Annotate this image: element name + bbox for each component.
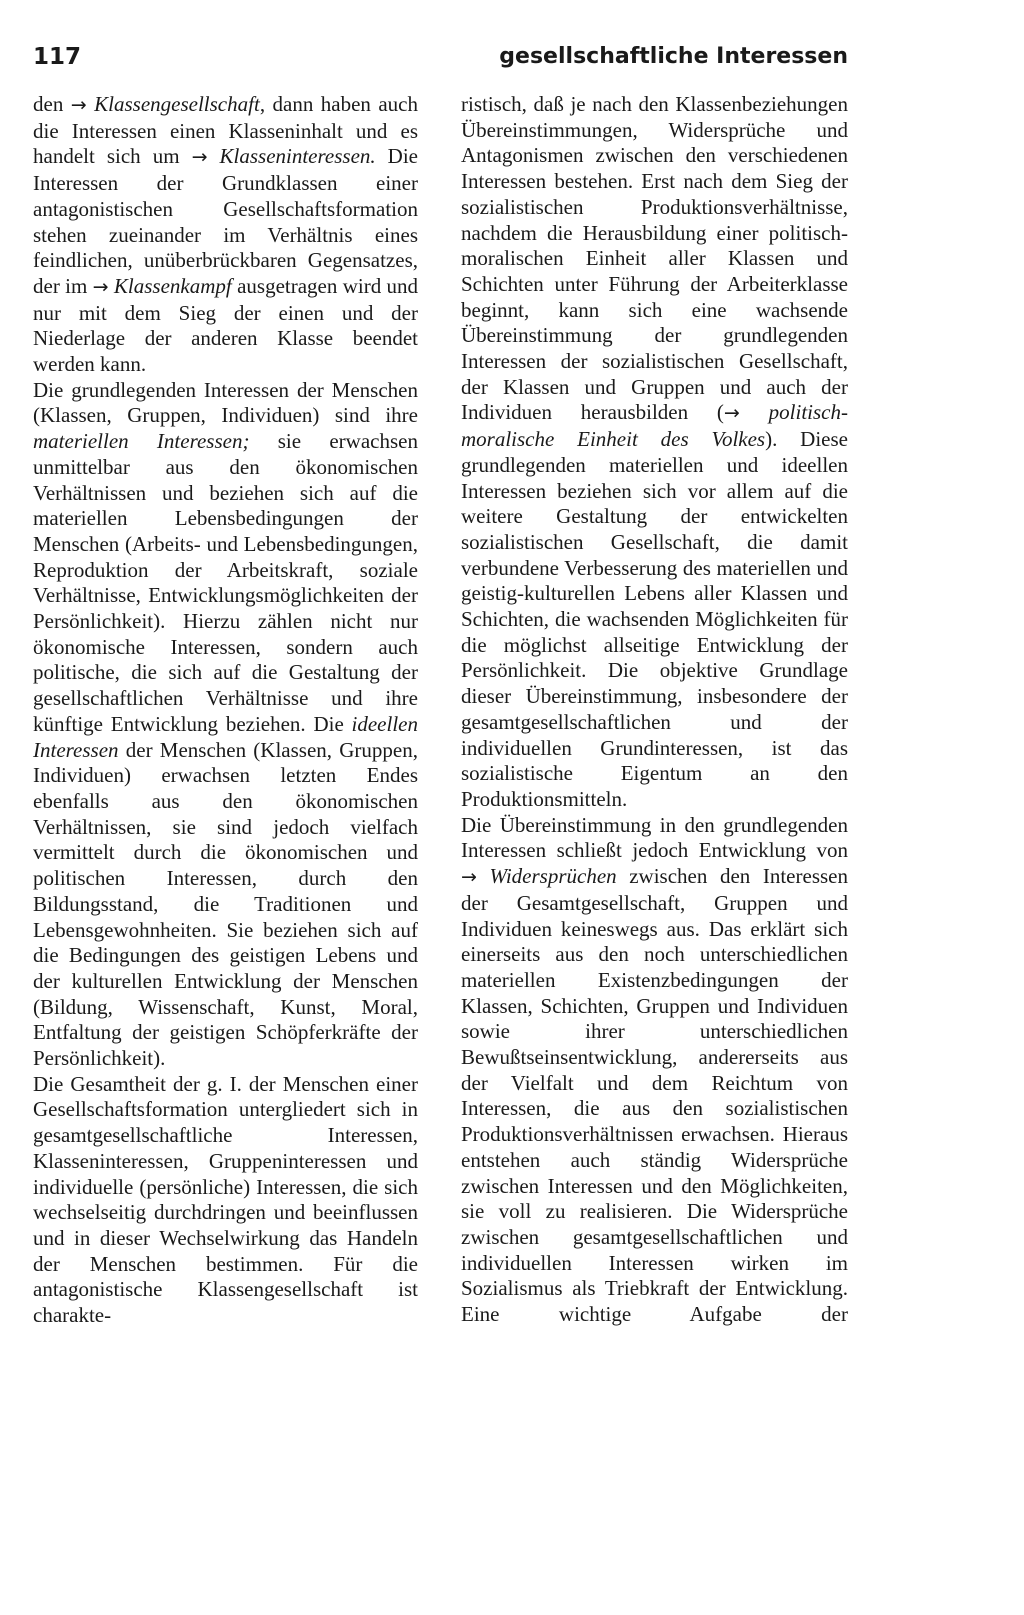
- body-text: Die Gesamtheit der g. I. der Menschen einer Gesellschaftsformation untergliedert sich in gesamtgesellschaftliche Interessen, Klasseninteressen, Gruppeninteressen und individuelle (persönliche) Interessen, die sich wechselseitig durchdringen und beeinflussen und in dieser Wechselwirkung das Handeln der Menschen bestimmen. Für die antagonistische Klassengesellschaft ist charakte-: [33, 1071, 418, 1328]
- emphasized-term: ideellen Interessen: [33, 711, 418, 762]
- paragraph: [33, 1072, 418, 1329]
- cross-reference-term: Widersprüchen: [476, 864, 617, 889]
- cross-reference-arrow-icon: →: [723, 402, 740, 425]
- page-number: 117: [33, 44, 82, 70]
- body-text: , dann haben auch die Interessen einen Klasseninhalt und es handelt sich um: [33, 92, 419, 169]
- body-text: sie erwachsen unmittelbar aus den ökonomischen Verhältnissen und beziehen sich auf die materiellen Lebensbedingungen der Menschen (Arbeits- und Lebensbedingungen, Reproduktion der Arbeitskraft, soziale Verhältnisse, Entwicklungsmöglichkeiten der Persönlichkeit). Hierzu zählen nicht nur ökonomische Interessen, sondern auch politische, die sich auf die Gestaltung der gesellschaftlichen Verhältnisse und ihre künftige Entwicklung beziehen. Die: [33, 429, 418, 736]
- body-text: Die grundlegenden Interessen der Menschen (Klassen, Gruppen, Individuen) sind ihre: [33, 377, 418, 428]
- paragraph: [33, 378, 418, 1072]
- body-text: Die Übereinstimmung in den grundlegenden Interessen schließt jedoch Entwicklung von: [461, 812, 848, 863]
- running-head: gesellschaftliche Interessen: [499, 44, 848, 69]
- right-column: [461, 92, 848, 1328]
- paragraph: [461, 813, 848, 1328]
- body-text: den: [33, 92, 71, 116]
- body-text: ). Diese grundlegenden materiellen und ideellen Interessen beziehen sich vor allem auf die weitere Gestaltung der entwickelten sozialistischen Gesellschaft, die damit verbundene Verbesserung des materiellen und geistig-kulturellen Lebens aller Klassen und Schichten, die wachsenden Möglichkeiten für die möglichst allseitige Entwicklung der Persönlichkeit. Die objektive Grundlage dieser Übereinstimmung, insbesondere der gesamtgesellschaftlichen und der individuellen Grundinteressen, ist das sozialistische Eigentum an den Produktionsmitteln.: [461, 427, 848, 811]
- cross-reference-term: politisch-moralische Einheit des Volkes: [461, 400, 848, 452]
- body-text: ristisch, daß je nach den Klassenbeziehungen Übereinstimmungen, Widersprüche und Antagonismen zwischen den verschiedenen Interessen bestehen. Erst nach dem Sieg der sozialistischen Produktionsverhältnisse, nachdem die Herausbildung einer politisch-moralischen Einheit aller Klassen und Schichten unter Führung der Arbeiterklasse beginnt, kann sich eine wachsende Übereinstimmung der grundlegenden Interessen der sozialistischen Gesellschaft, der Klassen und Gruppen und auch der Individuen herausbilden (: [461, 92, 848, 425]
- emphasized-term: materiellen Interessen;: [33, 429, 250, 454]
- left-column: [33, 92, 418, 1329]
- body-text: ausgetragen wird und nur mit dem Sieg der einen und der Niederlage der anderen Klasse beendet werden kann.: [33, 273, 419, 377]
- cross-reference-arrow-icon: →: [461, 866, 477, 889]
- cross-reference-term: Klasseninteressen.: [207, 144, 376, 169]
- body-text: der Menschen (Klassen, Gruppen, Individuen) erwachsen letzten Endes ebenfalls aus den ökonomischen Verhältnissen, sie sind jedoch vielfach vermittelt durch die ökonomischen und politischen Interessen, durch den Bildungsstand, die Traditionen und Lebensgewohnheiten. Sie beziehen sich auf die Bedingungen des geistigen Lebens und der kulturellen Entwicklung der Menschen (Bildung, Wissenschaft, Kunst, Moral, Entfaltung der geistigen Schöpferkräfte der Persönlichkeit).: [33, 737, 418, 1071]
- body-text: Die Interessen der Grundklassen einer antagonistischen Gesellschaftsformation stehen zueinander im Verhältnis eines feindlichen, unüberbrückbaren Gegensatzes, der im: [33, 144, 418, 298]
- paragraph: [461, 92, 848, 813]
- cross-reference-arrow-icon: →: [92, 275, 109, 298]
- cross-reference-term: Klassengesellschaft: [86, 92, 260, 116]
- paragraph: [33, 92, 418, 378]
- cross-reference-arrow-icon: →: [70, 94, 87, 116]
- cross-reference-arrow-icon: →: [191, 146, 208, 169]
- body-text: zwischen den Interessen der Gesamtgesellschaft, Gruppen und Individuen keineswegs aus. Das erklärt sich einerseits aus den noch unterschiedlichen materiellen Existenzbedingungen der Klassen, Schichten, Gruppen und Individuen sowie ihrer unterschiedlichen Bewußtseinsentwicklung, andererseits aus der Vielfalt und dem Reichtum von Interessen, die aus den sozialistischen Produktionsverhältnissen erwachsen. Hieraus entstehen auch ständig Widersprüche zwischen Interessen und den Möglichkeiten, sie voll zu realisieren. Die Widersprüche zwischen gesamtgesellschaftlichen und individuellen Interessen wirken im Sozialismus als Triebkraft der Entwicklung. Eine wichtige Aufgabe der: [461, 864, 848, 1327]
- cross-reference-term: Klassenkampf: [108, 273, 232, 298]
